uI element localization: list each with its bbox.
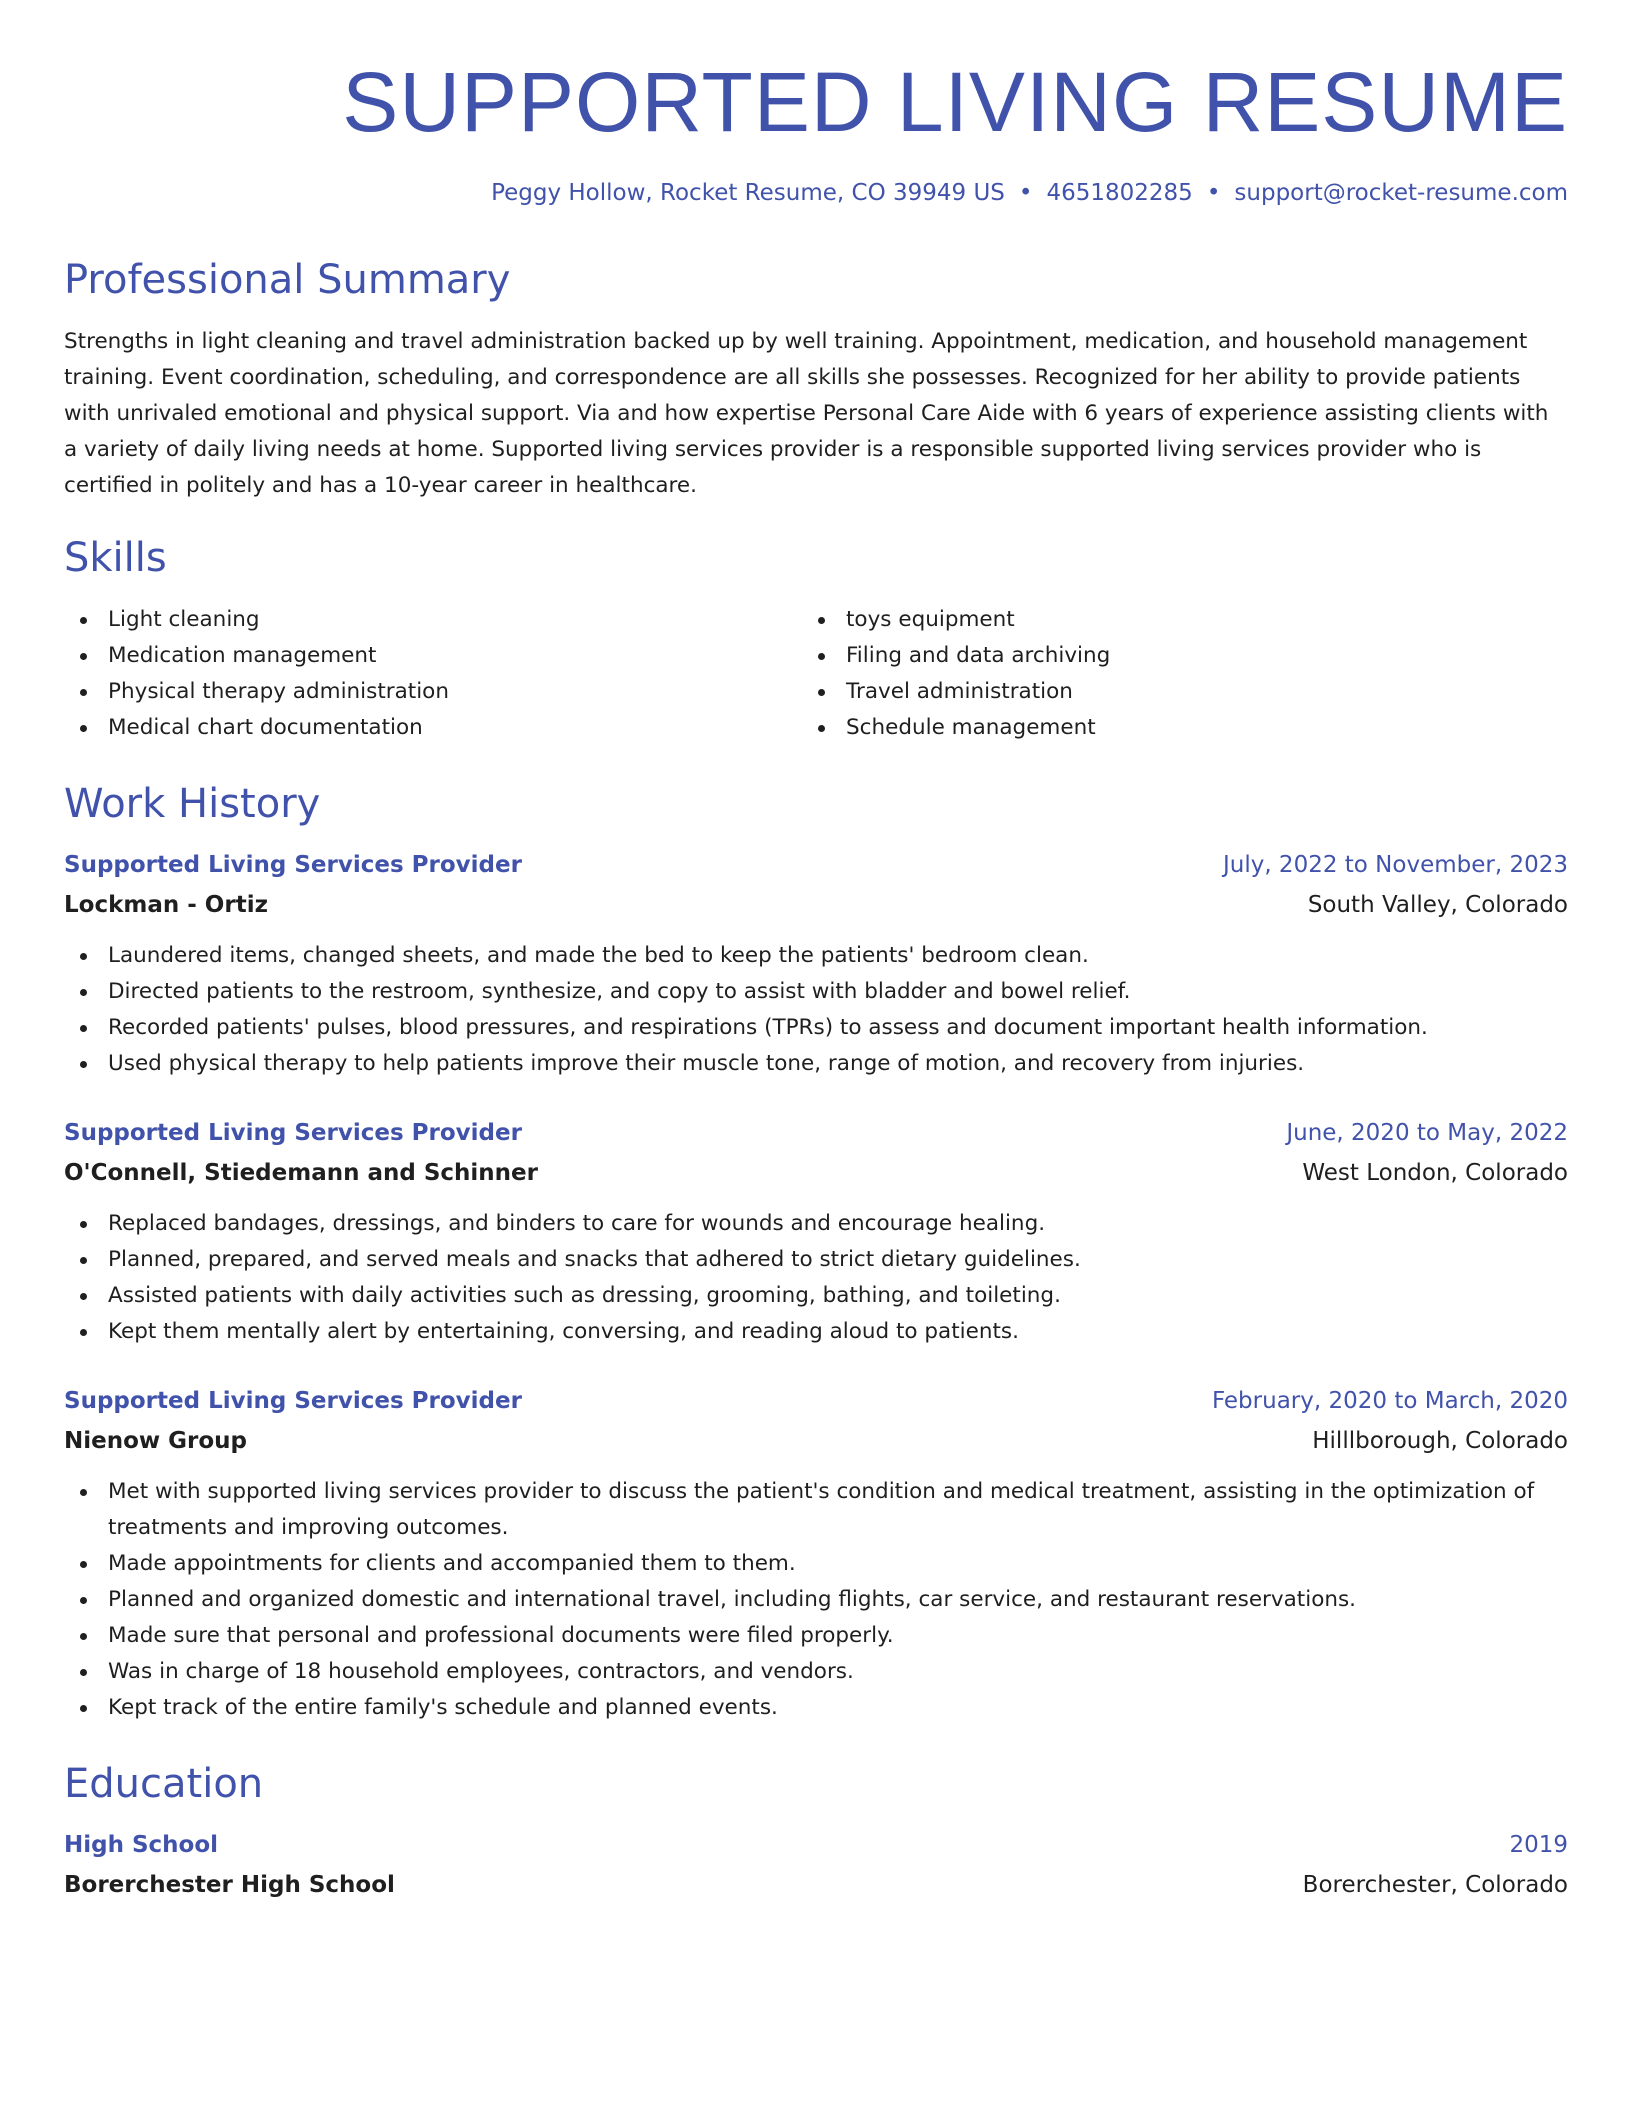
skill-item: Filing and data archiving (802, 638, 1540, 674)
education-location: Borerchester, Colorado (1302, 1872, 1568, 1898)
job-duty: Planned, prepared, and served meals and snacks that adhered to strict dietary guidelines. (64, 1242, 1568, 1278)
job-duty: Met with supported living services provider to discuss the patient's condition and medical treatment, assisting in the optimization of treatments and improving outcomes. (64, 1474, 1568, 1546)
job-duty: Kept them mentally alert by entertaining, conversing, and reading aloud to patients. (64, 1314, 1568, 1350)
job-duties-list (64, 1474, 1568, 1726)
job-duty: Recorded patients' pulses, blood pressures, and respirations (TPRs) to assess and document important health information. (64, 1010, 1568, 1046)
contact-email[interactable]: support@rocket-resume.com (1234, 180, 1568, 206)
education-degree-row (64, 1830, 1568, 1860)
education-degree: High School (64, 1832, 219, 1858)
education-section (64, 1760, 1568, 1900)
job-title: Supported Living Services Provider (64, 852, 522, 878)
education-school-row (64, 1860, 1568, 1900)
skill-item: Travel administration (802, 674, 1540, 710)
skill-item: Light cleaning (64, 602, 802, 638)
skill-item: Medical chart documentation (64, 710, 802, 746)
job-dates: June, 2020 to May, 2022 (1286, 1120, 1568, 1146)
job-duty: Was in charge of 18 household employees, contractors, and vendors. (64, 1654, 1568, 1690)
job-duty: Replaced bandages, dressings, and binders to care for wounds and encourage healing. (64, 1206, 1568, 1242)
job-employer-row (64, 880, 1568, 920)
section-heading-work: Work History (64, 781, 321, 827)
skills-section (64, 534, 1568, 746)
job-entry (64, 850, 1568, 1082)
job-duties-list (64, 1206, 1568, 1350)
education-entry (64, 1830, 1568, 1900)
job-duty: Planned and organized domestic and international travel, including flights, car service, and restaurant reservations. (64, 1582, 1568, 1618)
skill-item: Physical therapy administration (64, 674, 802, 710)
job-location: Hilllborough, Colorado (1312, 1428, 1568, 1454)
job-duty: Assisted patients with daily activities such as dressing, grooming, bathing, and toileting. (64, 1278, 1568, 1314)
skill-item: toys equipment (802, 602, 1540, 638)
skill-item: Medication management (64, 638, 802, 674)
job-duty: Laundered items, changed sheets, and made the bed to keep the patients' bedroom clean. (64, 938, 1568, 974)
section-heading-education: Education (64, 1761, 264, 1807)
contact-separator: • (1018, 180, 1033, 206)
skills-grid (64, 602, 1568, 746)
job-location: South Valley, Colorado (1307, 892, 1568, 918)
skills-list-left (64, 602, 802, 746)
job-duties-list (64, 938, 1568, 1082)
job-employer-row (64, 1148, 1568, 1188)
resume-title: SUPPORTED LIVING RESUME (342, 55, 1568, 149)
work-history-section (64, 780, 1568, 1726)
job-entry (64, 1118, 1568, 1350)
job-title-row (64, 850, 1568, 880)
job-title-row (64, 1386, 1568, 1416)
contact-phone[interactable]: 4651802285 (1046, 180, 1193, 206)
education-school: Borerchester High School (64, 1872, 395, 1898)
skill-item: Schedule management (802, 710, 1540, 746)
job-location: West London, Colorado (1302, 1160, 1568, 1186)
job-employer: Nienow Group (64, 1428, 248, 1454)
job-duty: Directed patients to the restroom, synthesize, and copy to assist with bladder and bowel relief. (64, 974, 1568, 1010)
job-dates: February, 2020 to March, 2020 (1211, 1388, 1568, 1414)
skills-column-left (64, 602, 802, 746)
job-title: Supported Living Services Provider (64, 1388, 522, 1414)
section-heading-summary: Professional Summary (64, 257, 511, 303)
job-title-row (64, 1118, 1568, 1148)
contact-separator: • (1206, 180, 1221, 206)
contact-line (64, 178, 1568, 208)
job-title: Supported Living Services Provider (64, 1120, 522, 1146)
skills-column-right (802, 602, 1540, 746)
job-employer-row (64, 1416, 1568, 1456)
job-duty: Used physical therapy to help patients improve their muscle tone, range of motion, and recovery from injuries. (64, 1046, 1568, 1082)
job-employer: O'Connell, Stiedemann and Schinner (64, 1160, 538, 1186)
section-heading-skills: Skills (64, 535, 167, 581)
professional-summary-section (64, 256, 1568, 504)
job-dates: July, 2022 to November, 2023 (1222, 852, 1568, 878)
job-duty: Made sure that personal and professional documents were filed properly. (64, 1618, 1568, 1654)
resume-header (64, 0, 1568, 208)
job-duty: Kept track of the entire family's schedule and planned events. (64, 1690, 1568, 1726)
job-employer: Lockman - Ortiz (64, 892, 268, 918)
summary-text: Strengths in light cleaning and travel administration backed up by well training. Appointment, medication, and household management training. Event coordination, scheduling, and correspondence are all skills she possesses. Recognized for her ability to provide patients with unrivaled emotional and physical support. Via and how expertise Personal Care Aide with 6 years of experience assisting clients with a variety of daily living needs at home. Supported living services provider is a responsible supported living services provider who is certified in politely and has a 10-year career in healthcare. (64, 329, 1549, 498)
job-duty: Made appointments for clients and accompanied them to them. (64, 1546, 1568, 1582)
job-entry (64, 1386, 1568, 1726)
education-year: 2019 (1509, 1832, 1568, 1858)
skills-list-right (802, 602, 1540, 746)
contact-address: Peggy Hollow, Rocket Resume, CO 39949 US (491, 180, 1005, 206)
